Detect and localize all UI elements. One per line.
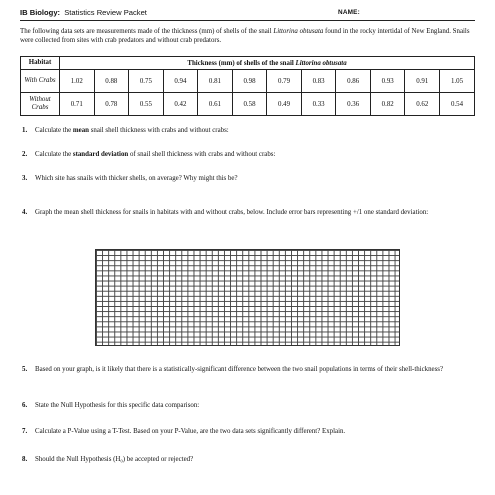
- intro-species: Littorina obtusata: [273, 28, 324, 35]
- shell-thickness-table: [20, 56, 475, 116]
- name-label: NAME:: [338, 9, 360, 16]
- row-label: Without Crabs: [21, 93, 60, 116]
- question-number: 5.: [22, 366, 28, 373]
- question-text: State the Null Hypothesis for this specific data comparison:: [35, 402, 200, 409]
- question-number: 2.: [22, 151, 28, 158]
- table-cell: 0.93: [370, 70, 405, 93]
- intro-text-before: The following data sets are measurements made of the thickness (mm) of shells of the snail: [20, 28, 274, 35]
- table-cell: 0.86: [336, 70, 371, 93]
- table-cell: 0.81: [198, 70, 233, 93]
- thickness-header: [60, 57, 475, 70]
- question-number: 7.: [22, 428, 28, 435]
- table-cell: 0.75: [129, 70, 164, 93]
- course-title: IB Biology:: [20, 8, 61, 17]
- thickness-header-prefix: Thickness (mm) of shells of the snail: [187, 59, 296, 67]
- packet-title: Statistics Review Packet: [64, 8, 147, 17]
- table-cell: 1.02: [60, 70, 95, 93]
- intro-paragraph: [20, 27, 475, 45]
- table-header-row: [21, 57, 475, 70]
- table-cell: 0.55: [129, 93, 164, 116]
- question-text-bold: standard deviation: [72, 151, 129, 158]
- question-number: 1.: [22, 127, 28, 134]
- table-cell: 0.98: [232, 70, 267, 93]
- question-text: Should the Null Hypothesis (H₀) be accepted or rejected?: [35, 456, 194, 463]
- table-cell: 0.91: [405, 70, 440, 93]
- question-text-pre: Calculate the: [35, 151, 73, 158]
- table-cell: 1.05: [440, 70, 475, 93]
- table-cell: 0.88: [94, 70, 129, 93]
- question-text: Which site has snails with thicker shells, on average? Why might this be?: [35, 175, 238, 182]
- question-1: [20, 126, 475, 135]
- question-8: [20, 455, 475, 464]
- question-2: [20, 150, 475, 159]
- table-cell: 0.58: [232, 93, 267, 116]
- question-number: 3.: [22, 175, 28, 182]
- question-text: [35, 126, 475, 135]
- graph-paper-grid: [95, 249, 400, 346]
- question-7: [20, 427, 475, 436]
- table-cell: 0.71: [60, 93, 95, 116]
- table-cell: 0.33: [301, 93, 336, 116]
- row-label: With Crabs: [21, 70, 60, 93]
- question-text: Graph the mean shell thickness for snails in habitats with and without crabs, below. Include error bars representing +/1 one standard deviation:: [35, 209, 429, 216]
- question-number: 6.: [22, 402, 28, 409]
- intro-text-after: found in the rocky intertidal of New England. Snails were collected from sites with crab predators and without crab predators.: [20, 28, 470, 44]
- table-row-without-crabs: [21, 93, 475, 116]
- table-cell: 0.82: [370, 93, 405, 116]
- table-row-with-crabs: [21, 70, 475, 93]
- question-3: [20, 174, 475, 183]
- question-text-pre: Calculate the: [35, 127, 73, 134]
- table-cell: 0.54: [440, 93, 475, 116]
- table-cell: 0.49: [267, 93, 302, 116]
- table-cell: 0.62: [405, 93, 440, 116]
- question-text-bold: mean: [72, 127, 89, 134]
- table-cell: 0.94: [163, 70, 198, 93]
- table-cell: 0.78: [94, 93, 129, 116]
- question-text: [35, 150, 475, 159]
- habitat-header: Habitat: [21, 57, 60, 70]
- table-cell: 0.61: [198, 93, 233, 116]
- header-bar: [20, 7, 475, 21]
- table-cell: 0.83: [301, 70, 336, 93]
- question-number: 8.: [22, 456, 28, 463]
- question-4: [20, 208, 475, 217]
- thickness-header-species: Littorina obtusata: [295, 59, 347, 67]
- question-text-post: of snail shell thickness with crabs and without crabs:: [128, 151, 276, 158]
- question-text: Calculate a P-Value using a T-Test. Based on your P-Value, are the two data sets significantly different? Explain.: [35, 428, 346, 435]
- question-text: Based on your graph, is it likely that there is a statistically-significant difference between the two snail populations in terms of their shell-thickness?: [35, 366, 444, 373]
- question-text-post: snail shell thickness with crabs and without crabs:: [88, 127, 229, 134]
- question-6: [20, 401, 475, 410]
- table-cell: 0.36: [336, 93, 371, 116]
- question-number: 4.: [22, 209, 28, 216]
- table-cell: 0.42: [163, 93, 198, 116]
- table-cell: 0.79: [267, 70, 302, 93]
- question-5: [20, 365, 475, 374]
